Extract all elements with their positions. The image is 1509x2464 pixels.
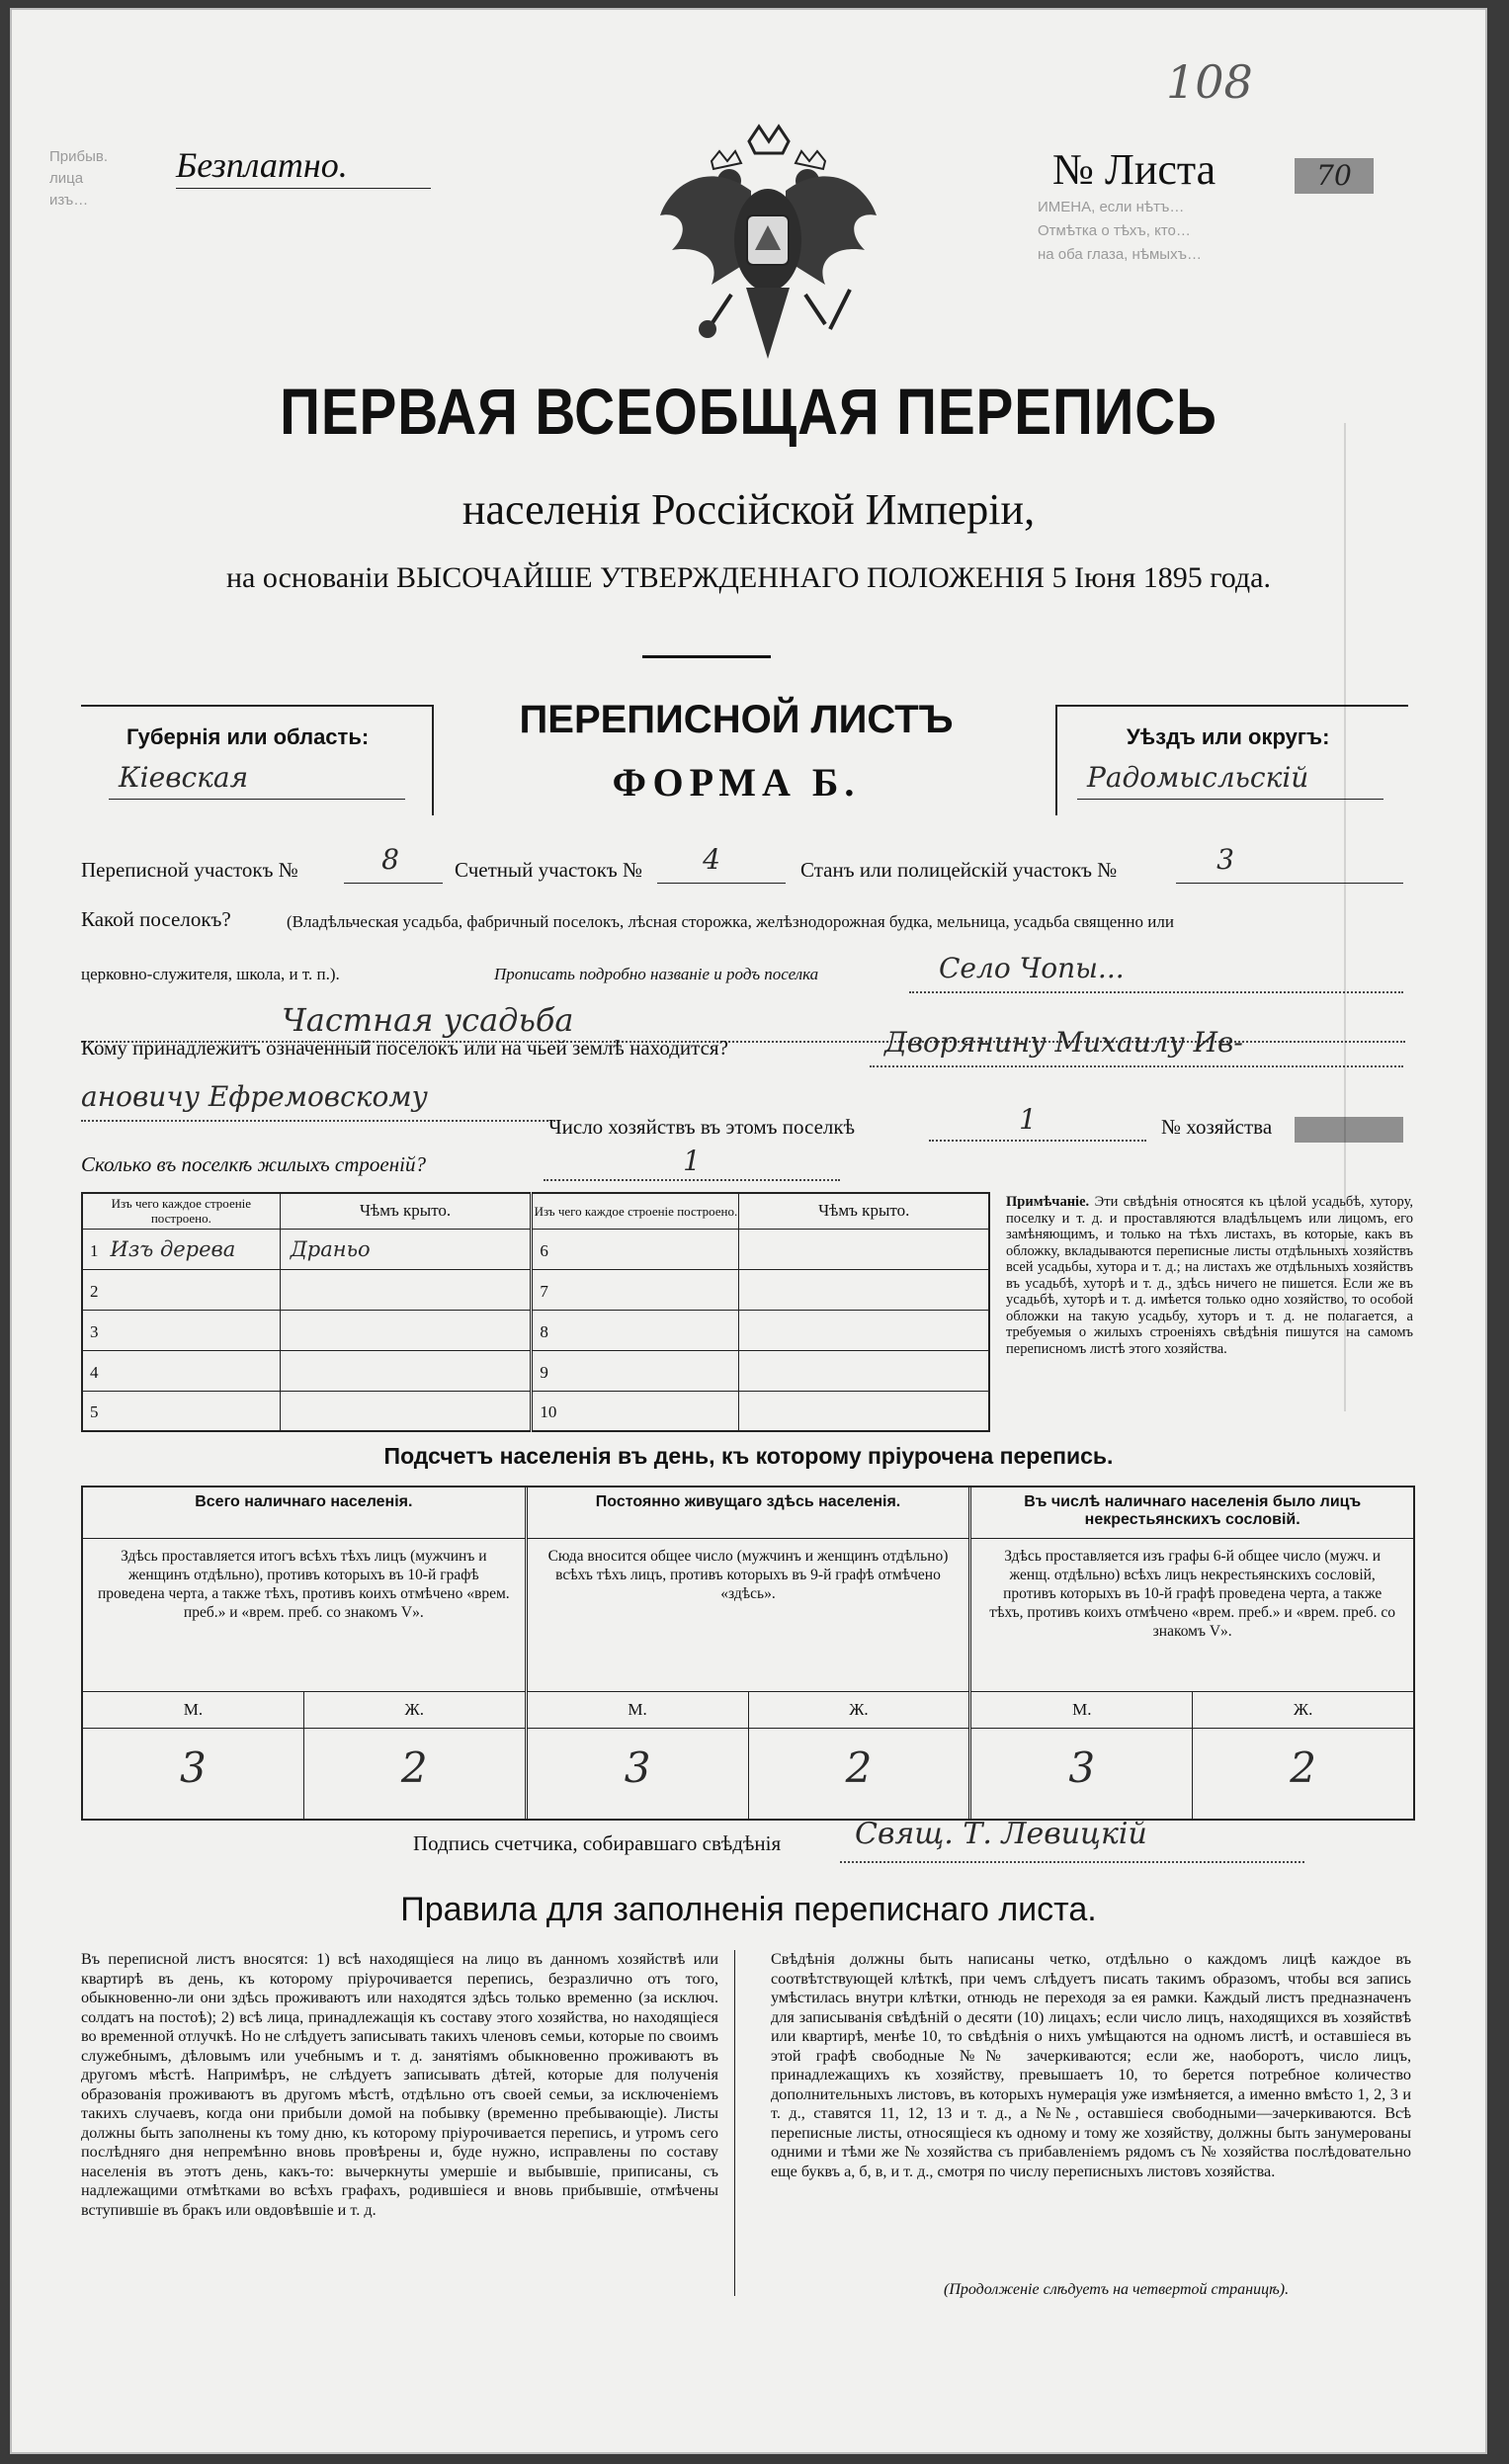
row-number: 8 <box>540 1321 548 1341</box>
census-district-value: 8 <box>381 843 399 876</box>
row-number: 7 <box>540 1281 548 1301</box>
count-row <box>528 1729 969 1819</box>
row-number: 1 <box>90 1240 99 1260</box>
col-header-roof: Чѣмъ крыто. <box>280 1193 532 1229</box>
count-district-value: 4 <box>703 843 720 876</box>
count-row <box>971 1729 1413 1819</box>
form-name: ФОРМА Б. <box>612 760 861 805</box>
household-number-value <box>1295 1117 1403 1143</box>
roof-value <box>739 1391 989 1431</box>
fold-line <box>1344 423 1346 1411</box>
male-label: М. <box>83 1692 304 1728</box>
subtitle: населенія Россійской Имперіи, <box>461 485 1036 534</box>
uezd-label: Уѣздъ или округъ: <box>1127 724 1330 749</box>
sheet-number-label: № Листа <box>1052 145 1216 194</box>
buildings-table <box>81 1192 990 1431</box>
population-col-desc: Здѣсь проставляется изъ графы 6-й общее число (мужч. и женщ. отдѣльно) всѣхъ лицъ некрестьянскихъ сословій, противъ которыхъ въ 10-й графѣ проведена черта, а также тѣхъ, противъ коихъ отмѣчено «врем. преб.» и «врем. преб. со знакомъ V». <box>971 1539 1413 1692</box>
row-number: 9 <box>540 1362 548 1382</box>
rules-right: Свѣдѣнія должны быть написаны четко, отдѣльно о каждомъ лицѣ каждое въ соотвѣтствующей клѣткѣ, при чемъ слѣдуетъ писать такимъ образомъ, чтобы вся запись умѣстилась внутри клѣтки, отнюдь не переходя за ея рамки. Каждый листъ предназначенъ для записыванія свѣдѣній о десяти (10) лицахъ; если число лицъ, находящихся въ хозяйствѣ или квартирѣ, менѣе 10, то свѣдѣнія о нихъ умѣщаются на одномъ листѣ, и оставшіеся въ этой графѣ свободные №№ зачеркиваются; если же, наоборотъ, число лицъ, принадлежащихъ къ хозяйству, превышаетъ 10, то берется потребное количество дополнительныхъ листовъ, въ которыхъ нумерація уже измѣняется, а именно вмѣсто 1, 2, 3 и т. д., ставятся 11, 12, 13 и т. д., а №№, оставшіеся свободными—зачеркиваются. Всѣ переписные листы, относящіеся къ одному и тому же хозяйству, должны быть занумерованы одними и тѣми же № хозяйства съ прибавленіемъ рядомъ съ № хозяйства послѣдовательно еще буквъ а, б, в, и т. д., смотря по числу переписныхъ листовъ хозяйства. <box>771 1950 1411 2180</box>
population-col-desc: Сюда вносится общее число (мужчинъ и женщинъ отдѣльно) всѣхъ тѣхъ лицъ, противъ которыхъ въ 9-й графѣ отмѣчено «здѣсь». <box>528 1539 969 1692</box>
roof-value <box>739 1229 989 1269</box>
rules-left: Въ переписной листъ вносятся: 1) всѣ находящіеся на лицо въ данномъ хозяйствѣ или квартирѣ въ день, къ которому пріурочивается перепись, безразлично отъ того, обыкновенно-ли они здѣсь проживаютъ или находятся здѣсь только временно (за исключ. солдатъ на постоѣ); 2) всѣ лица, принадлежащія къ составу этого хозяйства, но находящіеся во временной отлучкѣ. Но не слѣдуетъ записывать такихъ членовъ семьи, которые по своимъ служебнымъ, дѣловымъ или учебнымъ и т. д. занятіямъ обыкновенно проживаютъ въ другомъ мѣстѣ. Напримѣръ, не слѣдуетъ записывать дѣтей, которые для полученія образованія проживаютъ въ другомъ мѣстѣ, отдѣльно отъ своей семьи, за исключеніемъ такихъ случаевъ, когда они прибыли домой на побывку (временно пребывающіе). Листы должны быть заполнены къ тому дню, къ которому пріурочивается перепись, и утромъ сего послѣдняго дня непремѣнно вновь провѣрены и, буде нужно, исправлены по составу населенія въ этотъ день, какъ-то: вычеркнуты умершіе и выбывшіе, приписаны, съ надлежащими отмѣтками во всѣхъ графахъ, родившіеся и вновь прибывшіе, отмѣчены вступившіе въ бракъ или овдовѣвшіе и т. д. <box>81 1950 718 2219</box>
roof-value <box>739 1310 989 1350</box>
guberniya-label: Губернія или область: <box>126 724 370 749</box>
male-count: 3 <box>971 1729 1193 1819</box>
uezd-value: Радомысльскій <box>1087 761 1309 794</box>
roof-value: Драньо <box>280 1229 532 1269</box>
roof-value <box>280 1350 532 1391</box>
bleed-through-text: ИМЕНА, если нѣтъ… Отмѣтка о тѣхъ, кто… на оба глаза, нѣмыхъ… <box>1038 199 1202 263</box>
note-text: Эти свѣдѣнія относятся къ цѣлой усадьбѣ, хутору, поселку и т. д. и проставляются владѣльцемъ или лицомъ, его замѣняющимъ, и только на тѣхъ листахъ, въ которые, какъ въ обложку, вкладываются переписные листы отдѣльныхъ хозяйствъ всей усадьбы, хутора и т. д.; на листахъ же отдѣльныхъ хозяйствъ въ усадьбѣ, хуторѣ и т. д., здѣсь ничего не пишется. Если же въ усадьбѣ, хуторѣ и т. д. имѣется только одно хозяйство, то особой обложки на такую усадьбу, хуторъ и т. д. не полагается, а требуемыя о жилыхъ строеніяхъ свѣдѣнія пишутся на самомъ переписномъ листѣ этого хозяйства. <box>1006 1194 1414 1357</box>
roof-value <box>739 1350 989 1391</box>
free-label: Безплатно. <box>176 145 348 185</box>
count-row <box>83 1729 525 1819</box>
building-cell <box>82 1269 280 1310</box>
building-cell <box>532 1269 739 1310</box>
table-row <box>82 1229 989 1269</box>
population-column <box>971 1487 1413 1819</box>
col-header-material: Изъ чего каждое строеніе построено. <box>532 1193 739 1229</box>
sheet-title: ПЕРЕПИСНОЙ ЛИСТЪ <box>519 698 954 741</box>
material-value: Изъ дерева <box>110 1236 236 1261</box>
households-label: Число хозяйствъ въ этомъ поселкѣ <box>548 1115 855 1139</box>
roof-value <box>280 1310 532 1350</box>
owner-label: Кому принадлежитъ означенный поселокъ или на чьей землѣ находится? <box>81 1036 728 1060</box>
col-header-roof: Чѣмъ крыто. <box>739 1193 989 1229</box>
row-number: 6 <box>540 1240 548 1260</box>
row-number: 3 <box>90 1321 99 1341</box>
population-col-header: Всего наличнаго населенія. <box>83 1487 525 1539</box>
roof-value <box>280 1269 532 1310</box>
imperial-eagle-emblem <box>652 122 884 364</box>
row-number: 10 <box>540 1402 557 1422</box>
building-cell <box>532 1391 739 1431</box>
building-cell <box>532 1229 739 1269</box>
guberniya-value: Кіевская <box>119 761 249 794</box>
settlement-hint-2: церковно-служителя, школа, и т. п.). <box>81 965 340 983</box>
households-value: 1 <box>1019 1103 1037 1136</box>
census-district-label: Переписной участокъ № <box>81 858 298 882</box>
buildings-label: Сколько въ поселкѣ жилыхъ строеній? <box>81 1152 426 1176</box>
bleed-through-text: Прибыв. лица изъ… <box>49 148 109 209</box>
rules-continued: (Продолженіе слѣдуетъ на четвертой страницѣ). <box>944 2281 1290 2298</box>
settlement-hint-italic: Прописать подробно названіе и родъ поселка <box>494 965 819 983</box>
population-column <box>83 1487 528 1819</box>
stan-label: Станъ или полицейскій участокъ № <box>800 858 1118 882</box>
row-number: 2 <box>90 1281 99 1301</box>
sheet-number-value: 70 <box>1295 158 1374 194</box>
sex-header-row <box>971 1692 1413 1729</box>
row-number: 5 <box>90 1402 99 1422</box>
female-count: 2 <box>845 1743 873 1792</box>
settlement-value-1: Село Чопы... <box>939 952 1125 984</box>
sex-header-row <box>528 1692 969 1729</box>
building-cell <box>82 1229 280 1269</box>
female-count: 2 <box>1290 1743 1316 1792</box>
signature-label: Подпись счетчика, собиравшаго свѣдѣнія <box>413 1831 782 1855</box>
roof-value <box>739 1269 989 1310</box>
owner-value-2: ановичу Ефремовскому <box>81 1080 428 1113</box>
row-number: 4 <box>90 1362 99 1382</box>
female-label: Ж. <box>404 1700 424 1719</box>
population-column <box>528 1487 972 1819</box>
basis-line: на основаніи ВЫСОЧАЙШЕ УТВЕРЖДЕННАГО ПОЛОЖЕНІЯ 5 Іюня 1895 года. <box>226 561 1271 594</box>
female-label: Ж. <box>1293 1700 1313 1719</box>
household-number-label: № хозяйства <box>1161 1115 1273 1139</box>
table-row <box>82 1391 989 1431</box>
population-title: Подсчетъ населенія въ день, къ которому пріурочена перепись. <box>383 1443 1114 1469</box>
building-cell <box>532 1350 739 1391</box>
building-cell <box>532 1310 739 1350</box>
signature-value: Свящ. Т. Левицкій <box>855 1817 1147 1851</box>
archive-page-number: 108 <box>1166 55 1253 109</box>
male-count: 3 <box>83 1729 304 1819</box>
female-count: 2 <box>400 1743 428 1792</box>
divider <box>642 655 771 658</box>
settlement-question: Какой поселокъ? <box>81 907 231 931</box>
population-col-desc: Здѣсь проставляется итогъ всѣхъ тѣхъ лицъ (мужчинъ и женщинъ отдѣльно), противъ которыхъ въ 10-й графѣ проведена черта, а также тѣхъ, противъ коихъ отмѣчено «врем. преб.» и «врем. преб. со знакомъ V». <box>83 1539 525 1692</box>
rules-title: Правила для заполненія переписнаго листа. <box>400 1891 1097 1928</box>
sex-header-row <box>83 1692 525 1729</box>
owner-value-1: Дворянину Михаилу Ив- <box>884 1026 1243 1059</box>
buildings-value: 1 <box>683 1145 701 1177</box>
settlement-value-2: Частная усадьба <box>282 1001 574 1039</box>
building-cell <box>82 1310 280 1350</box>
note <box>1006 1194 1413 1357</box>
table-row <box>82 1350 989 1391</box>
rules-divider <box>734 1950 735 2296</box>
population-col-header: Постоянно живущаго здѣсь населенія. <box>528 1487 969 1539</box>
table-row <box>82 1310 989 1350</box>
male-label: М. <box>528 1692 749 1728</box>
population-col-header: Въ числѣ наличнаго населенія было лицъ некрестьянскихъ сословій. <box>971 1487 1413 1539</box>
male-count: 3 <box>528 1729 749 1819</box>
settlement-hint: (Владѣльческая усадьба, фабричный поселокъ, лѣсная сторожка, желѣзнодорожная будка, мельница, усадьба священно или <box>287 912 1174 931</box>
census-sheet <box>10 8 1487 2454</box>
population-table <box>81 1486 1415 1821</box>
building-cell <box>82 1350 280 1391</box>
roof-value <box>280 1391 532 1431</box>
male-label: М. <box>971 1692 1193 1728</box>
female-label: Ж. <box>849 1700 869 1719</box>
building-cell <box>82 1391 280 1431</box>
col-header-material: Изъ чего каждое строеніе построено. <box>82 1193 280 1229</box>
note-lead: Примѣчаніе. <box>1006 1194 1090 1210</box>
count-district-label: Счетный участокъ № <box>455 858 643 882</box>
main-title: ПЕРВАЯ ВСЕОБЩАЯ ПЕРЕПИСЬ <box>280 375 1217 448</box>
table-row <box>82 1269 989 1310</box>
stan-value: 3 <box>1216 843 1234 876</box>
